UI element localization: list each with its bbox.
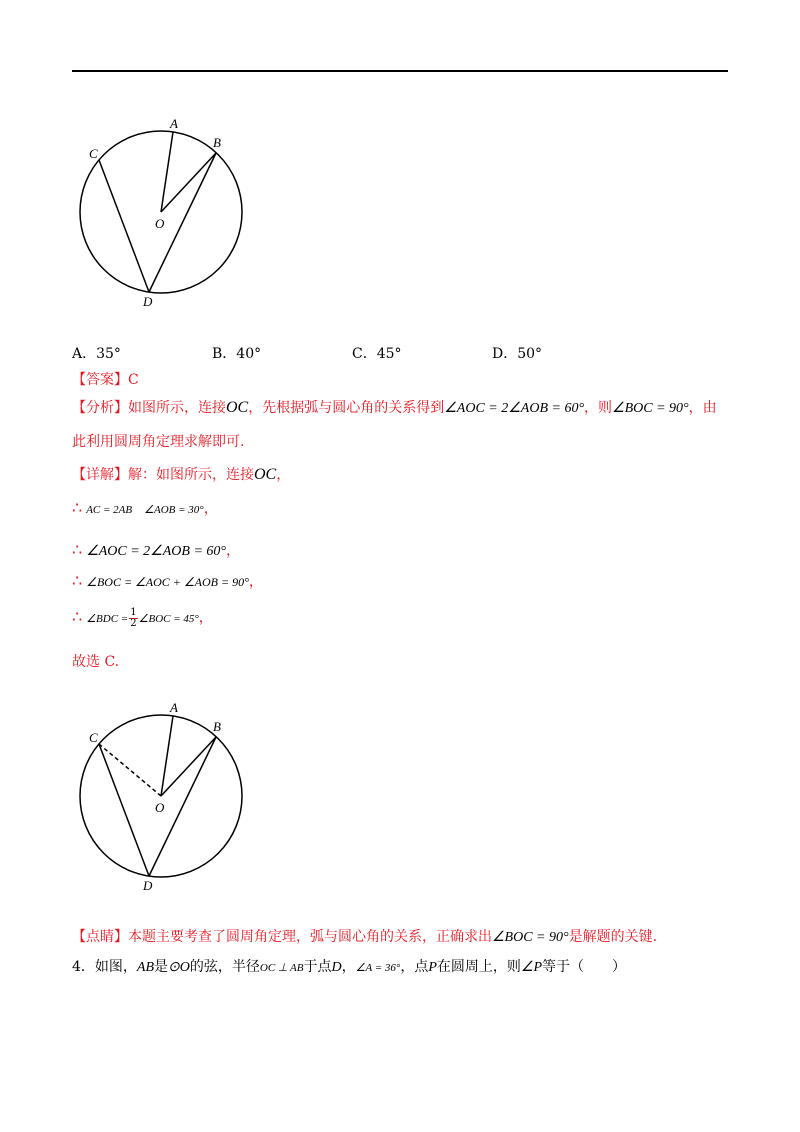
q4-angle-p: ∠P: [520, 960, 542, 975]
therefore-symbol-1: ∴: [72, 498, 83, 517]
comment-text-1: 本题主要考查了圆周角定理，弧与圆心角的关系，正确求出: [128, 929, 492, 945]
therefore-symbol-2: ∴: [72, 540, 83, 559]
detail-step-3: [72, 571, 263, 592]
label-b: B: [213, 135, 221, 150]
analysis-line-1: [72, 398, 717, 419]
fraction-one-half: [129, 608, 137, 629]
option-c: C．45°: [352, 346, 402, 362]
q4-text-4: ，: [341, 959, 356, 975]
analysis-text-1: 如图所示，连接: [128, 400, 226, 416]
step-1-end: ，: [203, 501, 218, 517]
q4-circle-o: ⊙O: [168, 960, 190, 975]
label-a: A: [170, 116, 178, 131]
label-d-2: D: [143, 878, 153, 893]
detail-line-1: [72, 465, 290, 485]
answer-value: C: [128, 372, 139, 388]
label-o: O: [155, 216, 165, 231]
arc-equation: AC = 2AB: [86, 504, 133, 516]
step-3-equation: ∠BOC = ∠AOC + ∠AOB = 90°: [86, 575, 249, 589]
q4-point-p: P: [428, 960, 437, 975]
comment-equation: ∠BOC = 90°: [492, 930, 569, 945]
analysis-text-2: ，先根据弧与圆心角的关系得到: [248, 400, 445, 416]
option-d: D．50°: [492, 346, 543, 362]
q4-ab: AB: [136, 960, 155, 975]
detail-oc: OC: [254, 466, 277, 483]
label-d: D: [143, 294, 153, 309]
therefore-symbol-4: ∴: [72, 607, 83, 626]
q4-text-6: 在圆周上，则: [436, 959, 521, 975]
analysis-line-2: 此利用圆周角定理求解即可.: [72, 434, 245, 450]
analysis-eq-1: ∠AOC = 2∠AOB = 60°: [444, 401, 585, 416]
label-c-2: C: [89, 730, 98, 745]
q4-point-d: D: [331, 960, 342, 975]
q4-text-7: 等于（ ）: [542, 959, 626, 975]
fraction-numerator: 1: [130, 606, 137, 618]
question-4-line: [72, 957, 626, 978]
answer-line: [72, 370, 139, 390]
analysis-eq-2: ∠BOC = 90°: [612, 401, 689, 416]
analysis-text-3: ，则: [584, 400, 613, 416]
q4-text-2: 的弦，半径: [189, 959, 260, 975]
step-4-end: ，: [198, 610, 213, 626]
q4-perpendicular: OC ⊥ AB: [259, 962, 304, 974]
label-a-2: A: [170, 700, 178, 715]
step-4-pre: ∠BDC =: [86, 613, 129, 625]
step-2-end: ，: [226, 543, 240, 559]
q4-text-5: ，点: [400, 959, 429, 975]
label-b-2: B: [213, 719, 221, 734]
label-o-2: O: [155, 800, 165, 815]
detail-tag: 【详解】: [72, 467, 128, 483]
detail-step-4: [72, 607, 213, 629]
option-a: A．35°: [72, 346, 121, 362]
analysis-tag: 【分析】: [72, 400, 128, 416]
q4-text-3: 于点: [303, 959, 332, 975]
angle-aob-equation: ∠AOB = 30°: [144, 504, 204, 516]
detail-text-1: 解：如图所示，连接: [128, 467, 254, 483]
analysis-text-4: ，由: [688, 400, 717, 416]
detail-step-1: [72, 498, 218, 520]
q4-text-1: 是: [154, 959, 169, 975]
detail-step-2: [72, 540, 240, 562]
conclusion-line: 故选 C.: [72, 654, 120, 670]
comment-line: [72, 927, 657, 948]
answer-tag: 【答案】: [72, 372, 128, 388]
analysis-oc: OC: [226, 399, 249, 416]
label-c: C: [89, 146, 98, 161]
header-rule: [72, 70, 728, 72]
option-b: B．40°: [212, 346, 262, 362]
q4-angle-a: ∠A = 36°: [355, 962, 401, 974]
step-3-end: ，: [248, 574, 263, 590]
fraction-denominator: 2: [130, 617, 137, 629]
comment-tag: 【点睛】: [72, 929, 128, 945]
step-4-post: ∠BOC = 45°: [138, 613, 199, 625]
therefore-symbol-3: ∴: [72, 571, 83, 590]
circle-figure-2: [68, 692, 268, 902]
step-2-equation: ∠AOC = 2∠AOB = 60°: [86, 544, 226, 559]
comment-text-2: 是解题的关键.: [568, 929, 658, 945]
detail-comma: ，: [276, 467, 291, 483]
q4-number: 4．如图，: [72, 959, 137, 975]
circle-figure-1: [68, 108, 268, 318]
